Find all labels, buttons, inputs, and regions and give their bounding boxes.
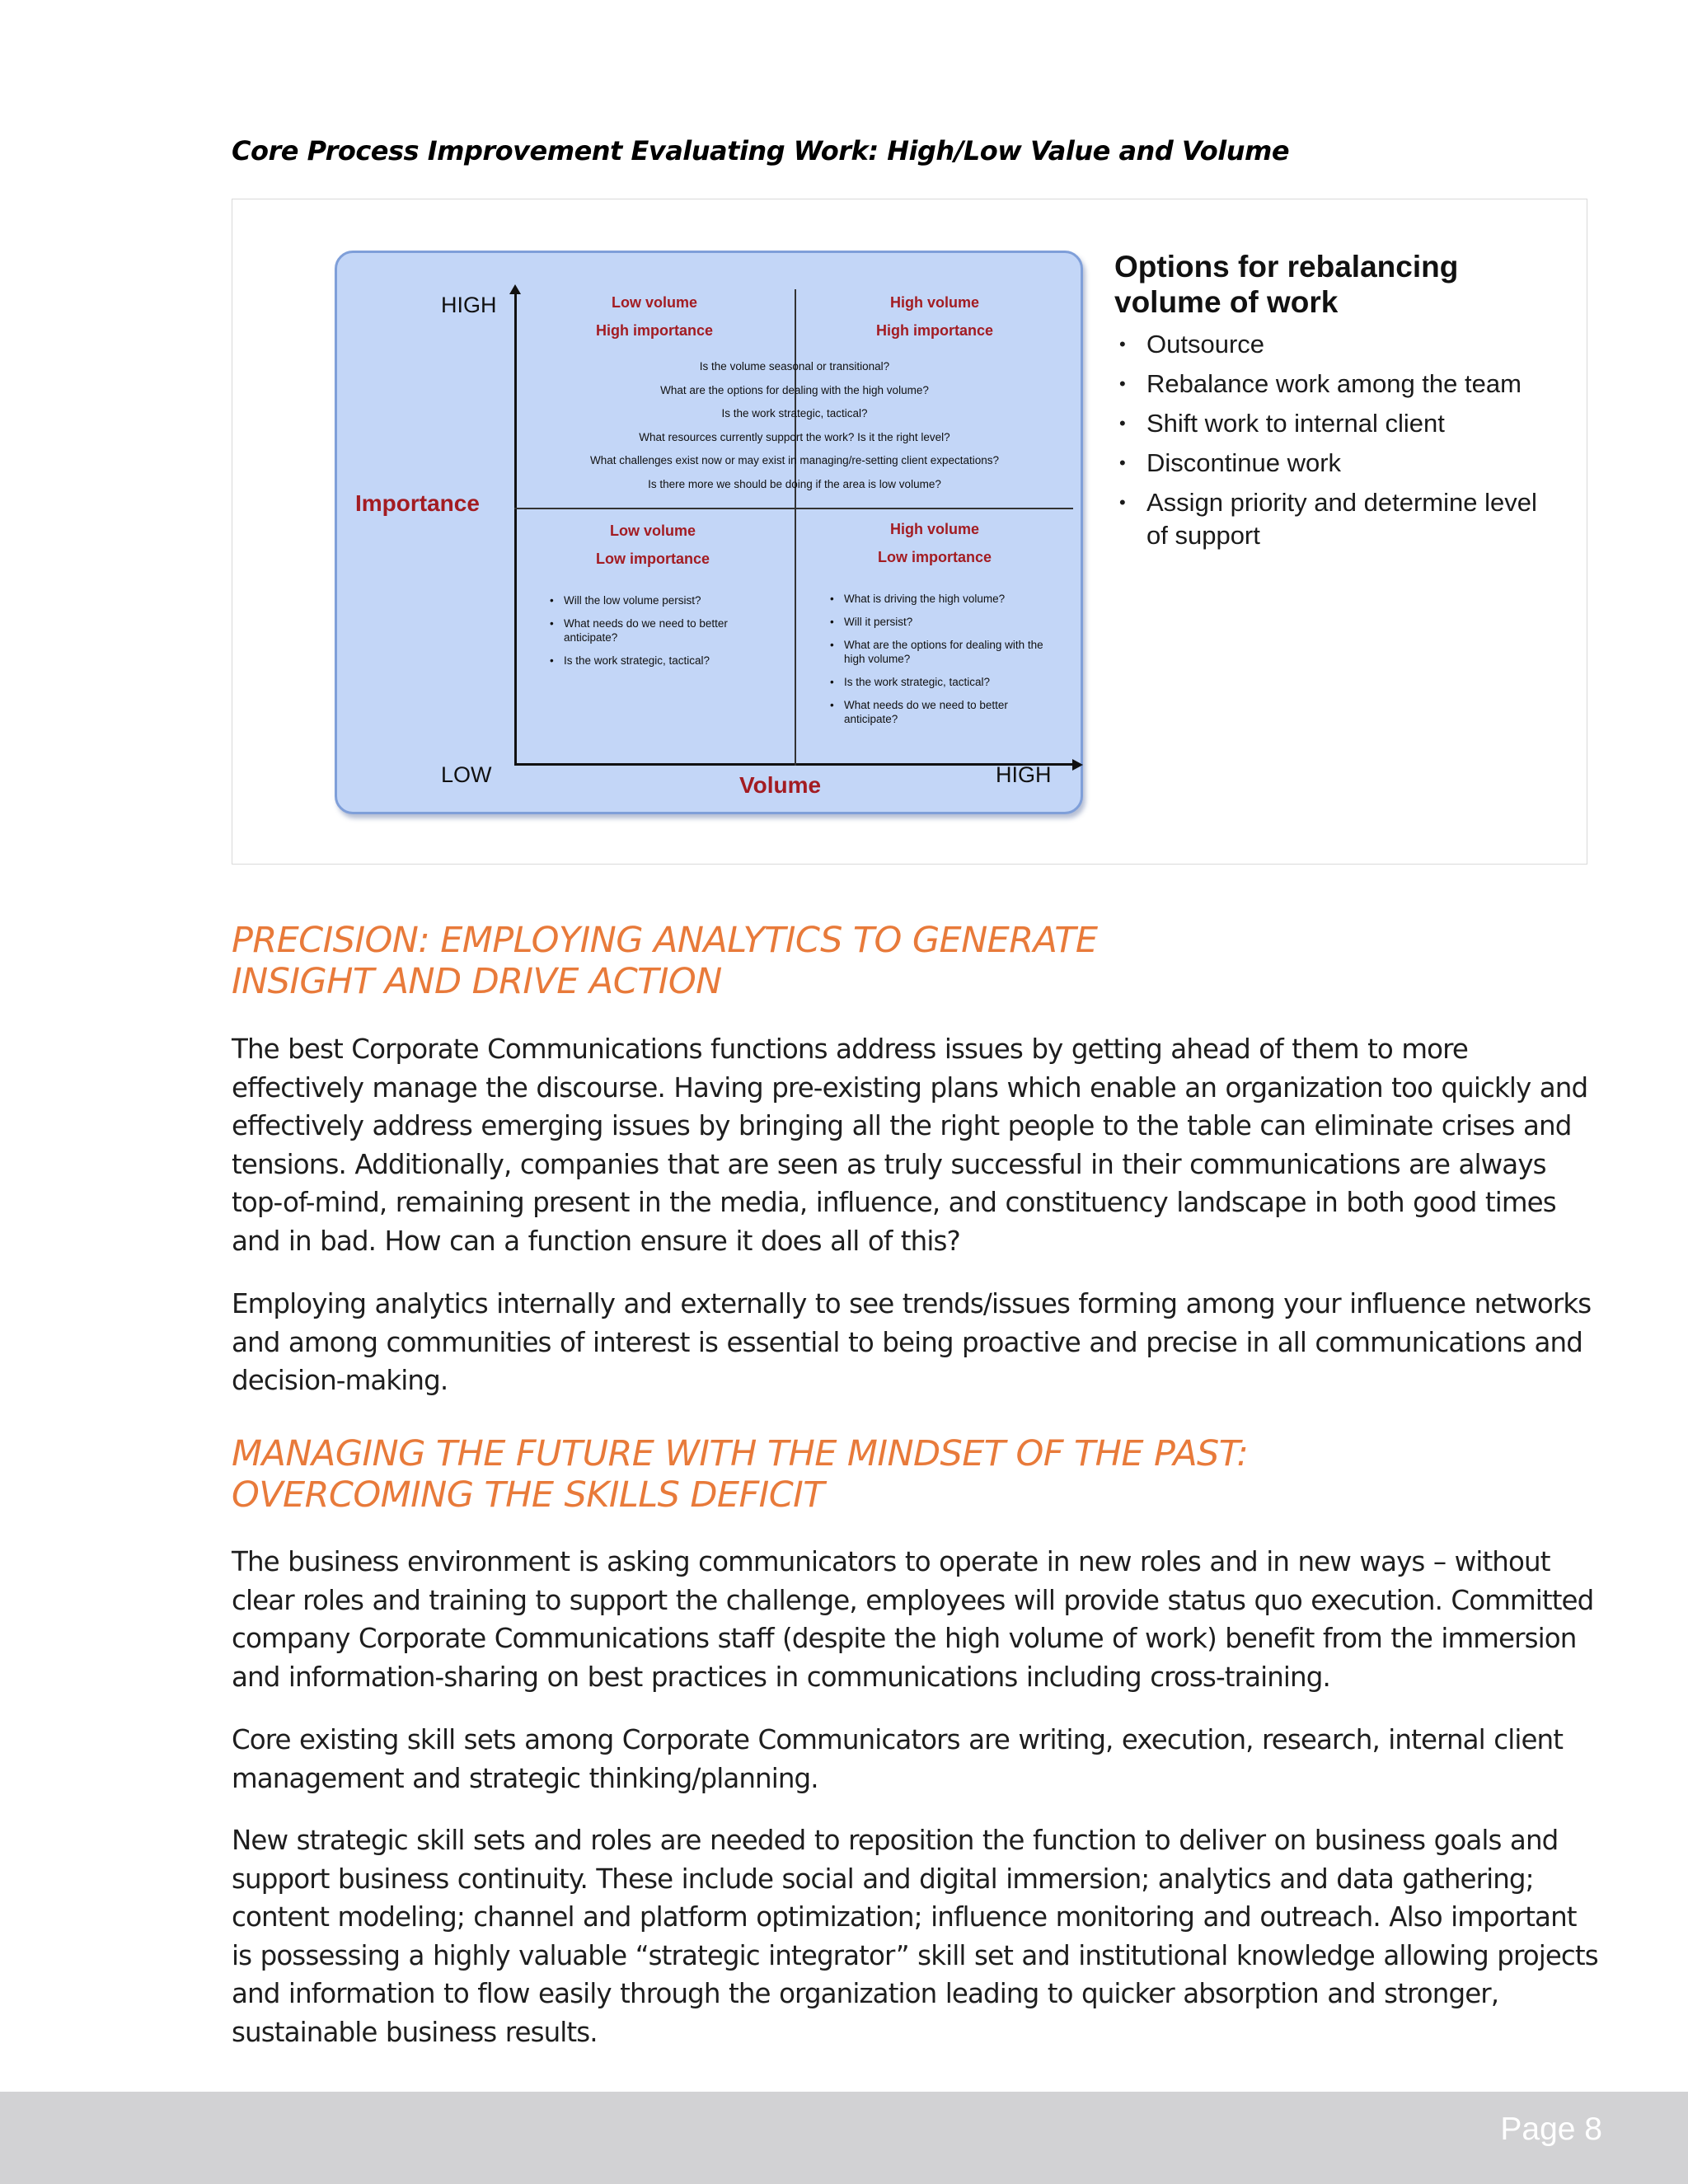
section-title-skills-deficit: MANAGING THE FUTURE WITH THE MINDSET OF THE PAST: OVERCOMING THE SKILLS DEFICIT	[232, 1433, 1249, 1516]
page-footer	[0, 2092, 1688, 2184]
precision-paragraph-2: Employing analytics internally and externally to see trends/issues forming among your influence networks and among communities of interest is essential to being proactive and precise in all communications and decision-making.	[232, 1288, 1592, 1396]
skills-paragraph-2: Core existing skill sets among Corporate Communicators are writing, execution, research, internal client management and strategic thinking/planning.	[232, 1724, 1564, 1794]
rebalancing-options	[1114, 249, 1543, 559]
list-item: • Will the low volume persist?	[550, 593, 760, 607]
quadrant-top-right-label: High volume High importance	[875, 294, 993, 339]
list-item: • Rebalance work among the team	[1114, 368, 1543, 401]
list-item: Is there more we should be doing if the area is low volume?	[648, 477, 941, 490]
figure-heading: Core Process Improvement Evaluating Work: High/Low Value and Volume	[232, 135, 1290, 166]
bottom-left-questions	[550, 593, 760, 677]
quadrant-bottom-left-label: Low volume Low importance	[595, 523, 710, 567]
list-item: • What needs do we need to better anticipate?	[550, 616, 760, 644]
y-axis-low-label: LOW	[441, 762, 492, 787]
options-list	[1114, 328, 1543, 552]
list-item: • Is the work strategic, tactical?	[830, 675, 1048, 689]
volume-importance-matrix	[335, 251, 1083, 814]
section-title-precision: PRECISION: EMPLOYING ANALYTICS TO GENERATE INSIGHT AND DRIVE ACTION	[232, 920, 1098, 1002]
list-item: • What is driving the high volume?	[830, 592, 1048, 606]
list-item: • What needs do we need to better anticipate?	[830, 698, 1048, 726]
quadrant-bottom-right-label: High volume Low importance	[877, 521, 992, 565]
list-item: • Outsource	[1114, 328, 1543, 361]
x-axis-high-label: HIGH	[996, 762, 1052, 787]
list-item: Is the volume seasonal or transitional?	[699, 360, 890, 373]
precision-paragraph-1: The best Corporate Communications functions address issues by getting ahead of them to more effectively manage the discourse. Having pre-existing plans which enable an organization too quickly and effectively address emerging issues by bringing all the right people to the table can eliminate crises and tensions. Additionally, companies that are seen as truly successful in their communications are always top-of-mind, remaining present in the media, influence, and constituency landscape in both good times and in bad. How can a function ensure it does all of this?	[232, 1033, 1588, 1257]
y-axis	[514, 293, 517, 766]
list-item: • Assign priority and determine level of support	[1114, 486, 1543, 552]
options-title: Options for rebalancing volume of work	[1114, 250, 1459, 319]
bottom-right-questions	[830, 592, 1048, 735]
horizontal-divider	[514, 508, 1073, 509]
quadrant-top-left-label: Low volume High importance	[595, 294, 713, 339]
x-axis-title: Volume	[739, 772, 822, 798]
y-axis-arrow-icon	[509, 284, 521, 294]
skills-paragraph-3: New strategic skill sets and roles are needed to reposition the function to deliver on business goals and support business continuity. These include social and digital immersion; analytics and data gathering; content modeling; channel and platform optimization; influence monitoring and outreach. Also important is possessing a highly valuable “strategic integrator” skill set and institutional knowledge allowing projects and information to flow easily through the organization leading to quicker absorption and stronger, sustainable business results.	[232, 1825, 1598, 2048]
list-item: What resources currently support the work? Is it the right level?	[639, 430, 950, 443]
list-item: What are the options for dealing with the high volume?	[660, 383, 929, 396]
list-item: Is the work strategic, tactical?	[721, 407, 868, 419]
page-number: Page 8	[1500, 2111, 1602, 2147]
list-item: • Will it persist?	[830, 615, 1048, 629]
top-questions-list	[543, 355, 1046, 496]
skills-paragraph-1: The business environment is asking communicators to operate in new roles and in new ways – without clear roles and training to support the challenge, employees will provide status quo execution. Committed company Corporate Communications staff (despite the high volume of work) benefit from the immersion and information-sharing on best practices in communications including cross-training.	[232, 1546, 1594, 1693]
list-item: • Is the work strategic, tactical?	[550, 654, 760, 668]
list-item: • Discontinue work	[1114, 447, 1543, 480]
list-item: • What are the options for dealing with the high volume?	[830, 638, 1048, 666]
list-item: • Shift work to internal client	[1114, 407, 1543, 440]
list-item: What challenges exist now or may exist in managing/re-setting client expectations?	[590, 454, 999, 466]
matrix-figure	[232, 199, 1587, 865]
x-axis-arrow-icon	[1072, 759, 1083, 771]
y-axis-high-label: HIGH	[441, 293, 497, 317]
y-axis-title: Importance	[355, 490, 480, 516]
